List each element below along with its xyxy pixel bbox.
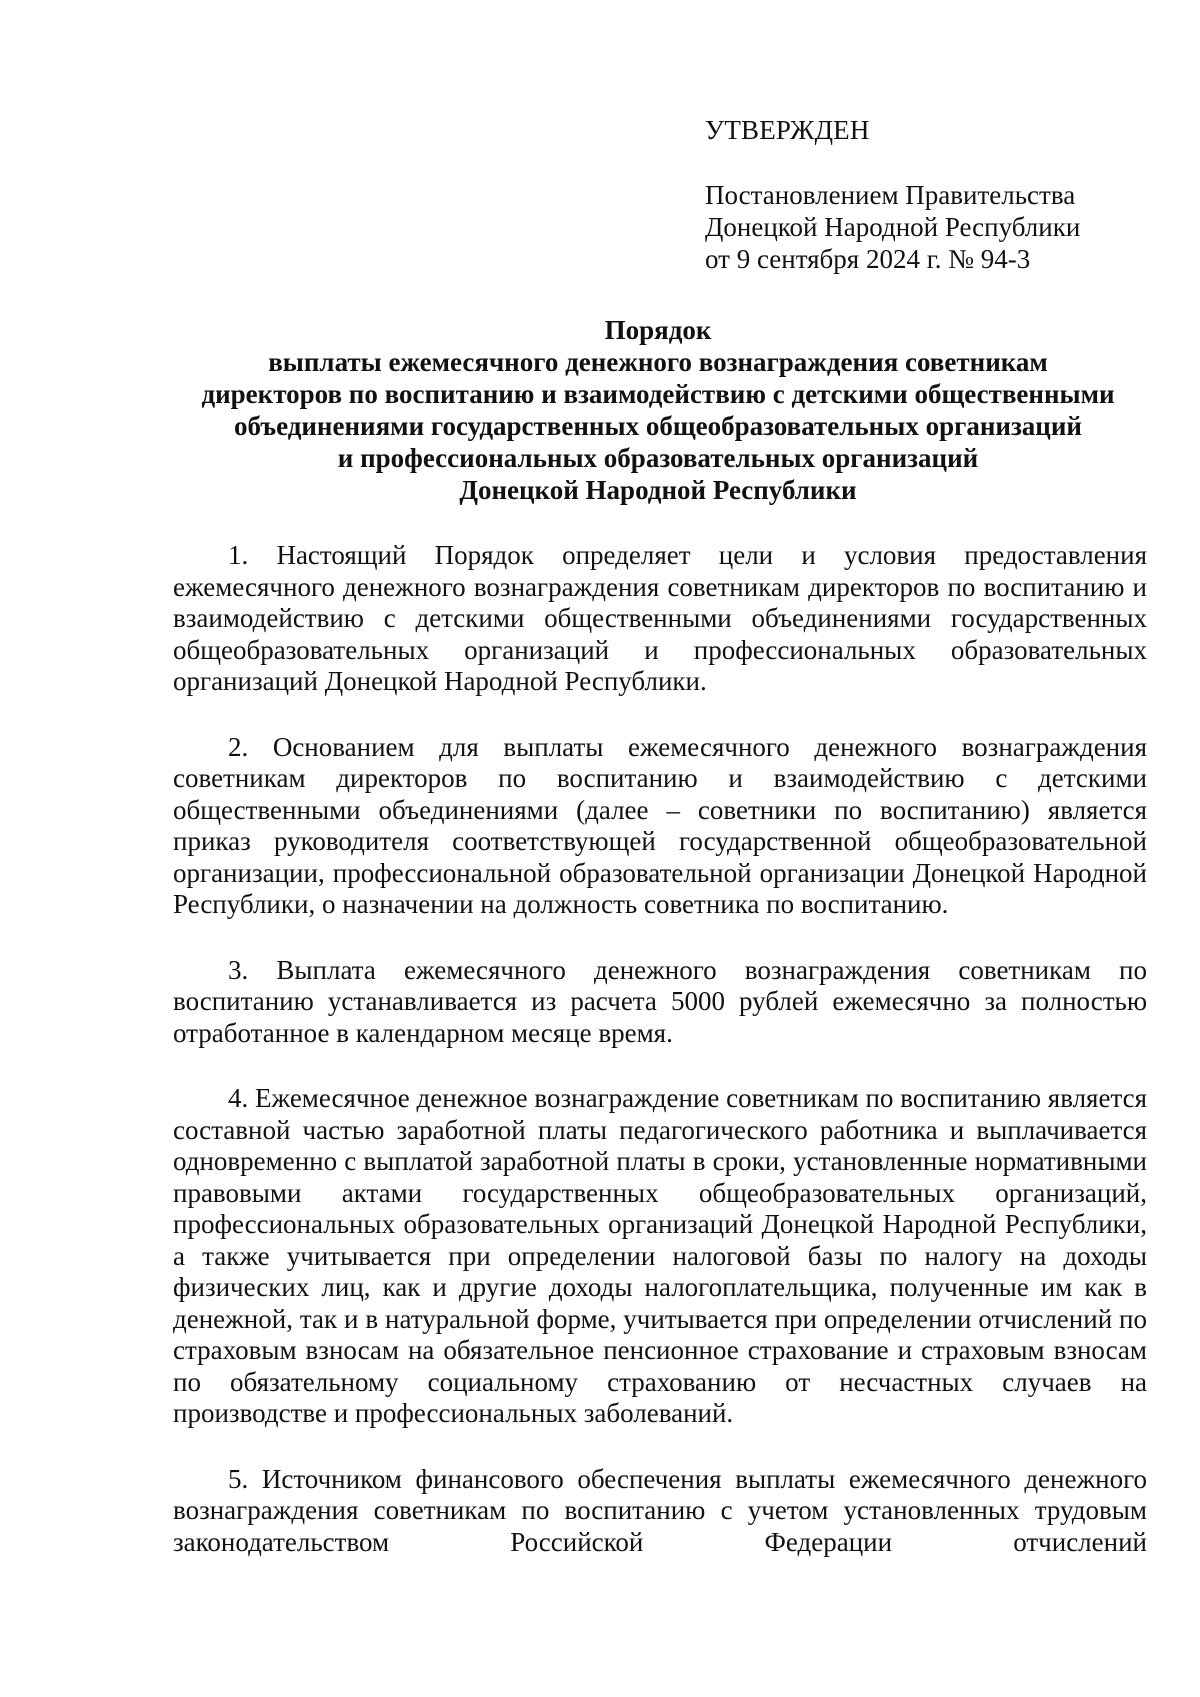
- document-title: [150, 314, 1166, 506]
- approval-stamp: УТВЕРЖДЕН: [705, 115, 870, 145]
- document-body: [173, 540, 1147, 1558]
- title-line: и профессиональных образовательных организаций: [337, 443, 979, 473]
- title-line: Донецкой Народной Республики: [459, 475, 857, 505]
- paragraph-3: 3. Выплата ежемесячного денежного вознаграждения советникам по воспитанию устанавливается из расчета 5000 рублей ежемесячно за полностью отработанное в календарном месяце время.: [173, 954, 1147, 1048]
- approval-line: Постановлением Правительства: [705, 180, 1076, 210]
- title-line: директоров по воспитанию и взаимодействию с детскими общественными: [201, 379, 1115, 409]
- approval-block: [705, 114, 1135, 275]
- title-line: Порядок: [604, 315, 712, 345]
- approval-line: от 9 сентября 2024 г. № 94-3: [705, 244, 1031, 274]
- title-line: выплаты ежемесячного денежного вознаграждения советникам: [268, 347, 1048, 377]
- title-line: объединениями государственных общеобразовательных организаций: [234, 411, 1082, 441]
- paragraph-2: 2. Основанием для выплаты ежемесячного денежного вознаграждения советникам директоров по воспитанию и взаимодействию с детскими общественными объединениями (далее – советники по воспитанию) является приказ руководителя соответствующей государственной общеобразовательной организации, профессиональной образовательной организации Донецкой Народной Республики, о назначении на должность советника по воспитанию.: [173, 731, 1147, 919]
- paragraph-4: 4. Ежемесячное денежное вознаграждение советникам по воспитанию является составной частью заработной платы педагогического работника и выплачивается одновременно с выплатой заработной платы в сроки, установленные нормативными правовыми актами государственных общеобразовательных организаций, профессиональных образовательных организаций Донецкой Народной Республики, а также учитывается при определении налоговой базы по налогу на доходы физических лиц, как и другие доходы налогоплательщика, полученные им как в денежной, так и в натуральной форме, учитывается при определении отчислений по страховым взносам на обязательное пенсионное страхование и страховым взносам по обязательному социальному страхованию от несчастных случаев на производстве и профессиональных заболеваний.: [173, 1083, 1147, 1428]
- paragraph-5: 5. Источником финансового обеспечения выплаты ежемесячного денежного вознаграждения советникам по воспитанию с учетом установленных трудовым законодательством Российской Федерации отчислений: [173, 1463, 1147, 1557]
- paragraph-1: 1. Настоящий Порядок определяет цели и условия предоставления ежемесячного денежного вознаграждения советникам директоров по воспитанию и взаимодействию с детскими общественными объединениями государственных общеобразовательных организаций и профессиональных образовательных организаций Донецкой Народной Республики.: [173, 540, 1147, 696]
- approval-line: Донецкой Народной Республики: [705, 212, 1081, 242]
